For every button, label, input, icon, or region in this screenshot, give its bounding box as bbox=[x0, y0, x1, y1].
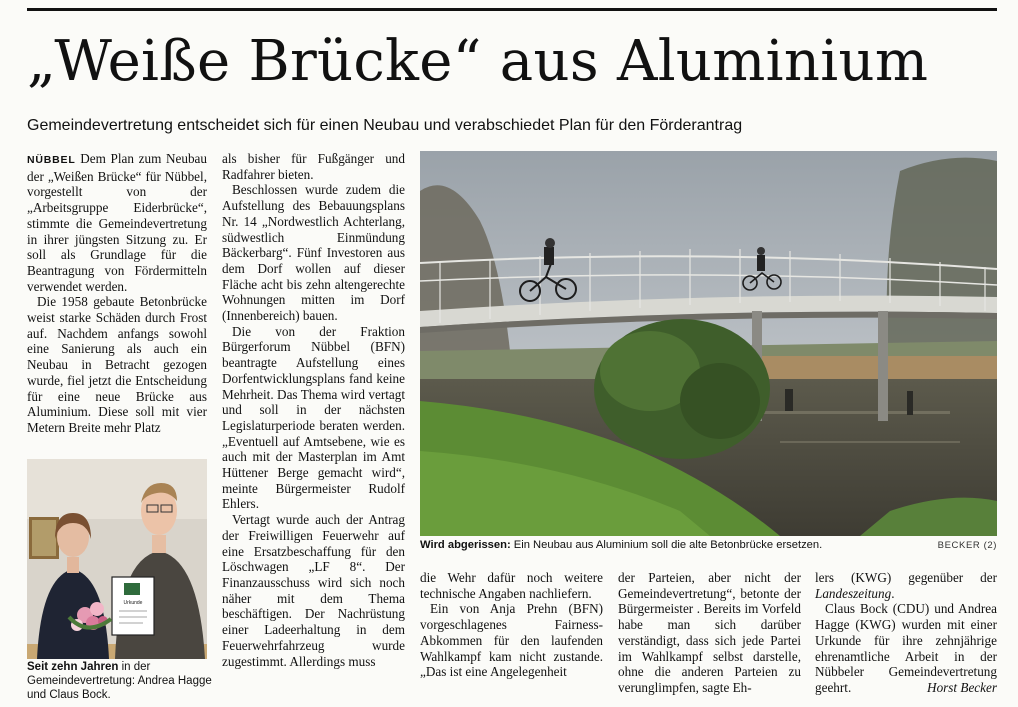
paragraph: Die 1958 gebaute Betonbrücke weist starke Schäden durch Frost auf. Nachdem anfangs sowohl eine Sanierung als auch ein Neubau in Betracht gezogen wurde, fiel jetzt die Entscheidung für eine neue Brücke aus Aluminium. Diese soll mit vier Metern Breite mehr Platz bbox=[27, 294, 207, 435]
paragraph: der Parteien, aber nicht der Gemeindevertretung“, betonte der Bürgermeister . Bereits im Vorfeld habe man sich darüber verständigt, dass sich jede Partei im Wahlkampf selbst darstelle, ohne die anderen Parteien zu verunglimpfen, sagte Eh- bbox=[618, 570, 801, 695]
text-column-1 bbox=[27, 151, 207, 436]
paragraph: Ein von Anja Prehn (BFN) vorgeschlagenes Fairness-Abkommen für den laufenden Wahlkampf kam nicht zustande. „Das ist eine Angelegenheit bbox=[420, 601, 603, 680]
bridge-photo bbox=[420, 151, 997, 536]
paragraph: Die von der Fraktion Bürgerforum Nübbel (BFN) beantragte Aufstellung eines Dorfentwicklungsplans fand keine Mehrheit. Das Thema wird vertagt und soll in der nächsten Legislaturperiode beraten werden. „Eventuell auf Amtsebene, wie es auch mit der Masterplan im Amt Hüttener Berge gemacht wird“, meinte Bürgermeister Rudolf Ehlers. bbox=[222, 323, 405, 512]
bridge-photo-caption bbox=[420, 538, 920, 552]
bridge-photo-illustration bbox=[420, 151, 997, 536]
text-column-4 bbox=[618, 570, 801, 696]
caption-lead: Seit zehn Jahren bbox=[27, 661, 119, 673]
portrait-photo-caption bbox=[27, 661, 212, 702]
text-column-5 bbox=[815, 570, 997, 696]
photo-credit: BECKER (2) bbox=[937, 540, 997, 551]
caption-text: in der Gemeindevertretung: Andrea Hagge und Claus Bock. bbox=[27, 661, 212, 701]
dateline: NÜBBEL bbox=[27, 154, 76, 166]
paragraph: Beschlossen wurde zudem die Aufstellung des Bebauungsplans Nr. 14 „Nordwestlich Achterlang, südwestlich Einmündung Bäckerbarg“. Fünf Investoren aus dem Dorf wollen auf dieser Fläche acht bis zehn altengerechte Wohnungen mitten im Dorf (Innenbereich) bauen. bbox=[222, 182, 405, 324]
top-rule bbox=[27, 8, 997, 11]
certificate-label: Urkunde bbox=[123, 600, 143, 606]
paragraph-text: lers (KWG) gegenüber der bbox=[815, 570, 997, 585]
caption-lead: Wird abgerissen: bbox=[420, 539, 511, 551]
paragraph-text: . bbox=[891, 585, 895, 601]
paragraph: Claus Bock (CDU) und Andrea Hagge (KWG) wurden mit einer Urkunde für ihre zehnjährige ehrenamtliche Arbeit in der Nübbeler Gemeindevertretung geehrt. bbox=[815, 601, 997, 695]
paragraph: die Wehr dafür noch weitere technische Angaben nachliefern. bbox=[420, 570, 603, 601]
caption-text: Ein Neubau aus Aluminium soll die alte Betonbrücke ersetzen. bbox=[510, 539, 823, 551]
author-byline: Horst Becker bbox=[927, 679, 997, 695]
text-column-2 bbox=[222, 151, 405, 669]
paragraph: Dem Plan zum Neubau der „Weißen Brücke“ für Nübbel, vorgestellt von der „Arbeitsgruppe Eiderbrücke“, stimmte die Gemeindevertretung in ihrer jüngsten Sitzung zu. Er soll als Grundlage für die Beantragung von Fördermitteln verwendet werden. bbox=[27, 151, 207, 294]
article-headline: „Weiße Brücke“ aus Aluminium bbox=[27, 29, 929, 94]
portrait-photo bbox=[27, 459, 207, 659]
paragraph: Vertagt wurde auch der Antrag der Freiwilligen Feuerwehr auf eine Ersatzbeschaffung für den Löschwagen „LF 8“. Der Finanzausschuss wird sich noch näher mit dem Thema beschäftigen. Der Nachrüstung einer Ladeerhaltung in dem Feuerwehrfahrzeug wurde zugestimmt. Allerdings muss bbox=[222, 512, 405, 669]
newspaper-name: Landeszeitung bbox=[815, 585, 892, 601]
paragraph: als bisher für Fußgänger und Radfahrer bieten. bbox=[222, 151, 405, 182]
text-column-3 bbox=[420, 570, 603, 680]
article-subheadline: Gemeindevertretung entscheidet sich für einen Neubau und verabschiedet Plan für den Förderantrag bbox=[27, 117, 743, 134]
portrait-photo-illustration bbox=[27, 459, 207, 659]
